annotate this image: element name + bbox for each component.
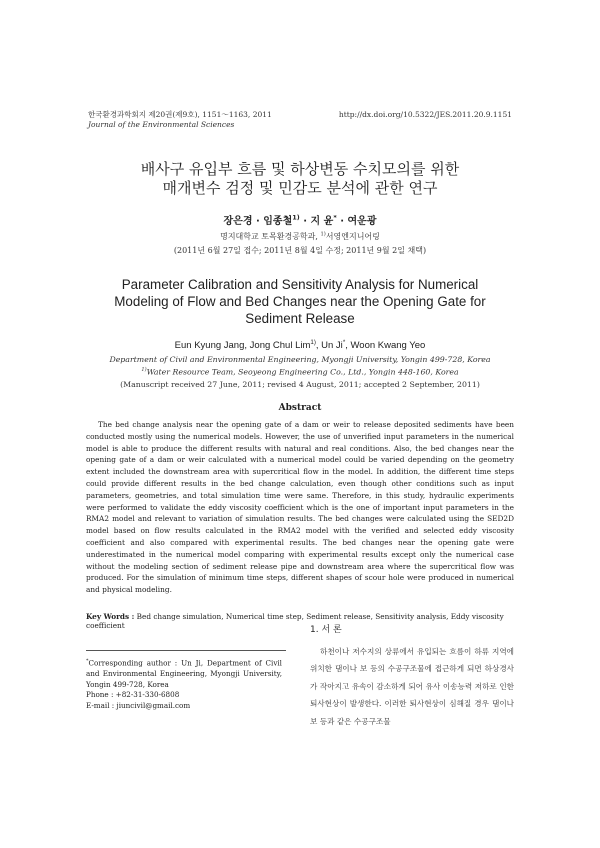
korean-authors [60, 212, 540, 227]
author-names: Eun Kyung Jang, Jong Chul Lim [174, 340, 311, 352]
affiliation-line: Department of Civil and Environmental Engineering, Myongji University, Yongin 499-728, Korea [109, 355, 491, 364]
footnote-divider [86, 650, 286, 651]
author-names: · 지 윤 [299, 216, 334, 227]
english-title-line: Parameter Calibration and Sensitivity Analysis for Numerical [121, 277, 479, 292]
footnote-corresponding [86, 656, 282, 690]
journal-citation: 한국환경과학회지 제20권(제9호), 1151～1163, 2011 [88, 110, 272, 119]
author-superscript: * [333, 213, 337, 222]
journal-name: Journal of the Environmental Sciences [88, 120, 235, 129]
korean-title-line: 매개변수 검정 및 민감도 분석에 관한 연구 [162, 179, 438, 197]
author-names: , Woon Kwang Yeo [345, 340, 426, 352]
korean-dates: (2011년 6월 27일 접수; 2011년 8월 4일 수정; 2011년 9월 2일 채택) [173, 246, 427, 255]
english-title-line: Modeling of Flow and Bed Changes near the Opening Gate for [114, 294, 486, 309]
english-title-line: Sediment Release [245, 311, 355, 326]
affiliation-text: 명지대학교 토목환경공학과, [220, 232, 321, 241]
keywords-text: Bed change simulation, Numerical time step, Sediment release, Sensitivity analysis, Eddy viscosity coefficient [86, 612, 504, 630]
section-title: 1. 서 론 [310, 625, 342, 635]
footnote-text: Corresponding author : Un Ji, Department of Civil and Environmental Engineering, Myongji University, Yongin 499-728, Korea [86, 658, 282, 689]
affiliation-superscript: 1) [141, 367, 147, 373]
footnote-email[interactable]: E-mail : jiuncivil@gmail.com [86, 700, 191, 710]
affiliation-superscript: 1) [320, 231, 326, 238]
english-affiliations [60, 354, 540, 378]
author-names: · 여운광 [336, 216, 377, 227]
section-body: 하천이나 저수지의 상류에서 유입되는 흐름이 하류 지역에 위치한 댐이나 보 등의 수공구조물에 접근하게 되면 하상경사가 작아지고 유속이 감소하게 되어 유사 이송능력 저하로 인한 퇴사현상이 발생한다. 이러한 퇴사현상이 심해질 경우 댐이나 보 등과 같은 수공구조물 [310, 647, 514, 726]
english-authors [60, 339, 540, 351]
abstract-text: The bed change analysis near the opening gate of a dam or weir to release deposited sediments have been conducted mostly using the numerical models. However, the use of unverified input parameters in the numerical model is able to produce the different results with natural and real conditions. Also, the bed changes near the opening gate of a dam or weir calculated with a numerical model could be varied depending on the geometry extent included the downstream area with supercritical flow in the model. In addition, the different time steps could provide different results in the bed change calculation, even though other conditions such as input parameters, geometries, and total simulation time were same. Therefore, in this study, hydraulic experiments were performed to validate the eddy viscosity coefficient which is the one of important input parameters in the RMA2 model and relevant to variation of simulation results. The bed changes were calculated using the SED2D model based on flow results calculated in the RMA2 model with the verified and selected eddy viscosity coefficient and also compared with experimental results. The bed changes near the opening gate were underestimated in the numerical model comparing with experimental results except only the numerical case without the modeling section of sediment release pipe and downstream area where the supercritical flow was produced. For the simulation of minimum time steps, different shapes of scour hole were produced in numerical and physical modeling. [86, 420, 514, 595]
author-names: , Un Ji [315, 340, 343, 352]
korean-title-line: 배사구 유입부 흐름 및 하상변동 수치모의를 위한 [140, 160, 460, 178]
journal-header [88, 110, 272, 130]
affiliation-line [60, 365, 540, 378]
footnote-phone: Phone : +82-31-330-6808 [86, 690, 180, 700]
korean-affiliation [60, 231, 540, 242]
affiliation-text: 서영엔지니어링 [325, 232, 380, 241]
author-superscript: 1) [292, 213, 300, 222]
doi-link[interactable]: http://dx.doi.org/10.5322/JES.2011.20.9.1151 [338, 110, 512, 119]
english-title [60, 276, 540, 327]
keywords-label: Key Words : [86, 612, 135, 621]
author-superscript: * [342, 339, 346, 346]
author-names: 장은경 · 임종철 [223, 216, 293, 227]
english-dates: (Manuscript received 27 June, 2011; revised 4 August, 2011; accepted 2 September, 2011) [120, 380, 480, 389]
footnote-marker: * [86, 658, 89, 664]
footnote [86, 656, 282, 711]
keywords [86, 612, 514, 630]
author-superscript: 1) [310, 339, 316, 346]
korean-title [60, 160, 540, 198]
affiliation-text: Water Resource Team, Seoyeong Engineering Co., Ltd., Yongin 448-160, Korea [146, 367, 459, 377]
abstract-heading: Abstract [278, 403, 322, 413]
